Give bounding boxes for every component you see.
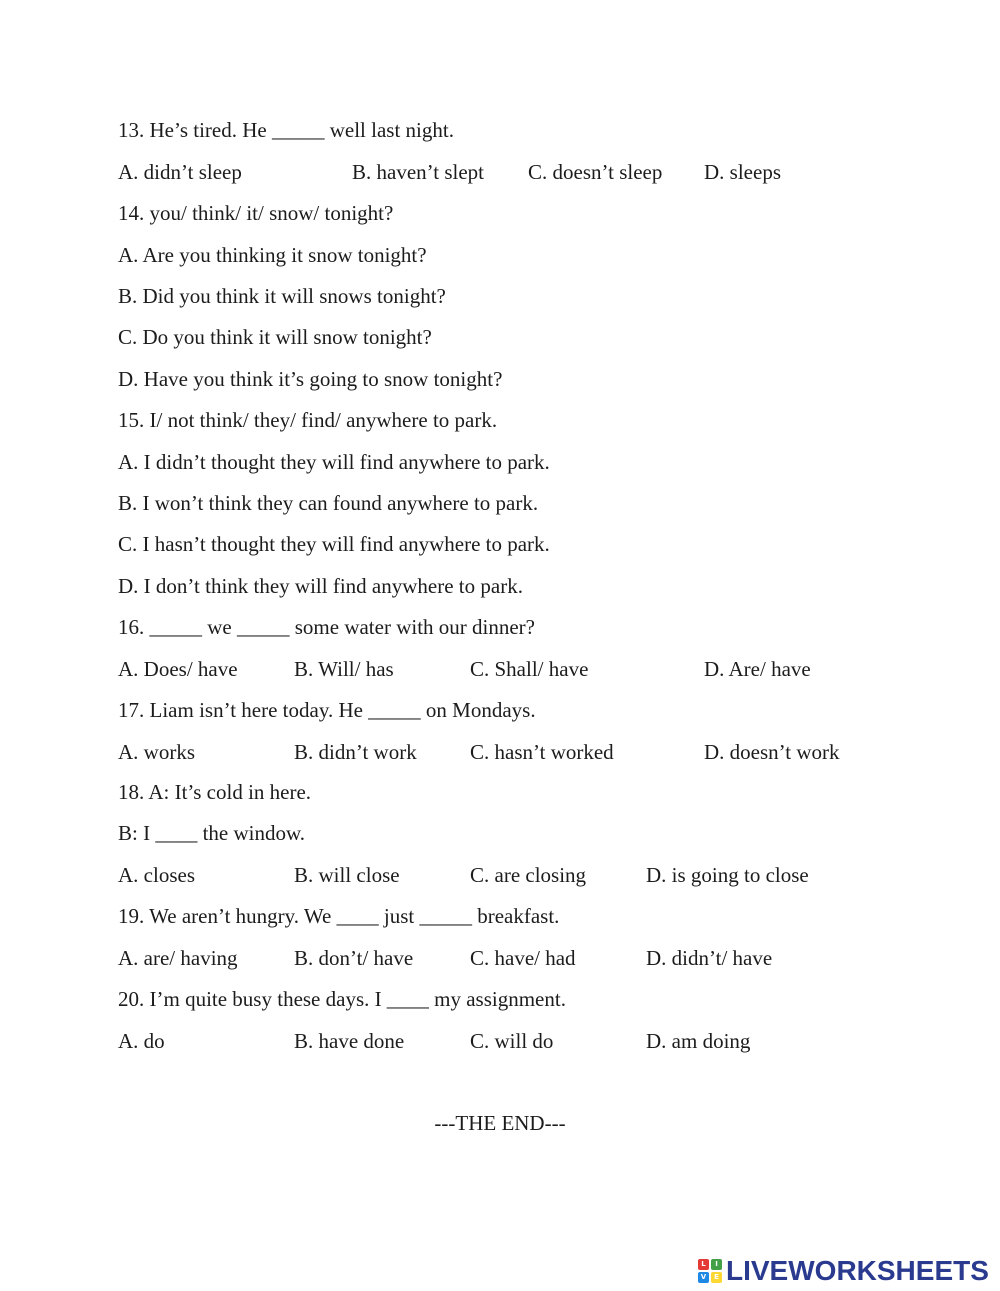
liveworksheets-logo-icon: [698, 1259, 722, 1283]
question-15-option-d[interactable]: D. I don’t think they will find anywhere to park.: [118, 574, 523, 598]
question-13-option-b[interactable]: B. haven’t slept: [352, 160, 485, 184]
logo-letter-e: E: [711, 1272, 722, 1283]
question-14-option-d[interactable]: D. Have you think it’s going to snow tonight?: [118, 367, 503, 391]
question-19-option-d[interactable]: D. didn’t/ have: [646, 946, 773, 970]
question-17-option-a[interactable]: A. works: [118, 740, 195, 764]
question-13-option-d[interactable]: D. sleeps: [704, 160, 781, 184]
question-20-option-b[interactable]: B. have done: [294, 1029, 405, 1053]
question-18-option-b[interactable]: B. will close: [294, 863, 400, 887]
question-15-option-c[interactable]: C. I hasn’t thought they will find anywhere to park.: [118, 532, 550, 556]
question-17-prompt: 17. Liam isn’t here today. He _____ on Mondays.: [118, 698, 536, 722]
question-19-option-b[interactable]: B. don’t/ have: [294, 946, 414, 970]
question-13-prompt: 13. He’s tired. He _____ well last night.: [118, 118, 454, 142]
question-18-prompt: 18. A: It’s cold in here.: [118, 780, 312, 804]
question-14-option-c[interactable]: C. Do you think it will snow tonight?: [118, 325, 432, 349]
question-19-prompt: 19. We aren’t hungry. We ____ just _____ breakfast.: [118, 904, 560, 928]
liveworksheets-brand[interactable]: [698, 1256, 989, 1286]
question-19-option-c[interactable]: C. have/ had: [470, 946, 576, 970]
question-16-option-c[interactable]: C. Shall/ have: [470, 657, 589, 681]
question-17-option-c[interactable]: C. hasn’t worked: [470, 740, 614, 764]
question-19-option-a[interactable]: A. are/ having: [118, 946, 238, 970]
question-18-option-d[interactable]: D. is going to close: [646, 863, 809, 887]
question-13-option-a[interactable]: A. didn’t sleep: [118, 160, 242, 184]
question-15-option-b[interactable]: B. I won’t think they can found anywhere to park.: [118, 491, 539, 515]
question-15-option-a[interactable]: A. I didn’t thought they will find anywhere to park.: [118, 450, 550, 474]
question-14-prompt: 14. you/ think/ it/ snow/ tonight?: [118, 201, 394, 225]
question-20-option-d[interactable]: D. am doing: [646, 1029, 751, 1053]
question-15-prompt: 15. I/ not think/ they/ find/ anywhere to park.: [118, 408, 498, 432]
question-17-option-b[interactable]: B. didn’t work: [294, 740, 417, 764]
question-16-prompt: 16. _____ we _____ some water with our dinner?: [118, 615, 535, 639]
question-16-option-b[interactable]: B. Will/ has: [294, 657, 394, 681]
question-16-option-d[interactable]: D. Are/ have: [704, 657, 811, 681]
question-18-prompt-line-2: B: I ____ the window.: [118, 821, 306, 845]
question-14-option-a[interactable]: A. Are you thinking it snow tonight?: [118, 243, 427, 267]
question-20-option-c[interactable]: C. will do: [470, 1029, 554, 1053]
question-20-prompt: 20. I’m quite busy these days. I ____ my assignment.: [118, 987, 566, 1011]
question-17-option-d[interactable]: D. doesn’t work: [704, 740, 840, 764]
liveworksheets-wordmark: LIVEWORKSHEETS: [726, 1255, 989, 1286]
logo-letter-i: I: [711, 1259, 722, 1270]
the-end-text: ---THE END---: [434, 1111, 566, 1135]
question-13-option-c[interactable]: C. doesn’t sleep: [528, 160, 663, 184]
question-14-option-b[interactable]: B. Did you think it will snows tonight?: [118, 284, 446, 308]
logo-letter-l: L: [698, 1259, 709, 1270]
question-16-option-a[interactable]: A. Does/ have: [118, 657, 238, 681]
question-18-option-c[interactable]: C. are closing: [470, 863, 587, 887]
question-18-option-a[interactable]: A. closes: [118, 863, 195, 887]
question-20-option-a[interactable]: A. do: [118, 1029, 165, 1053]
logo-letter-v: V: [698, 1272, 709, 1283]
